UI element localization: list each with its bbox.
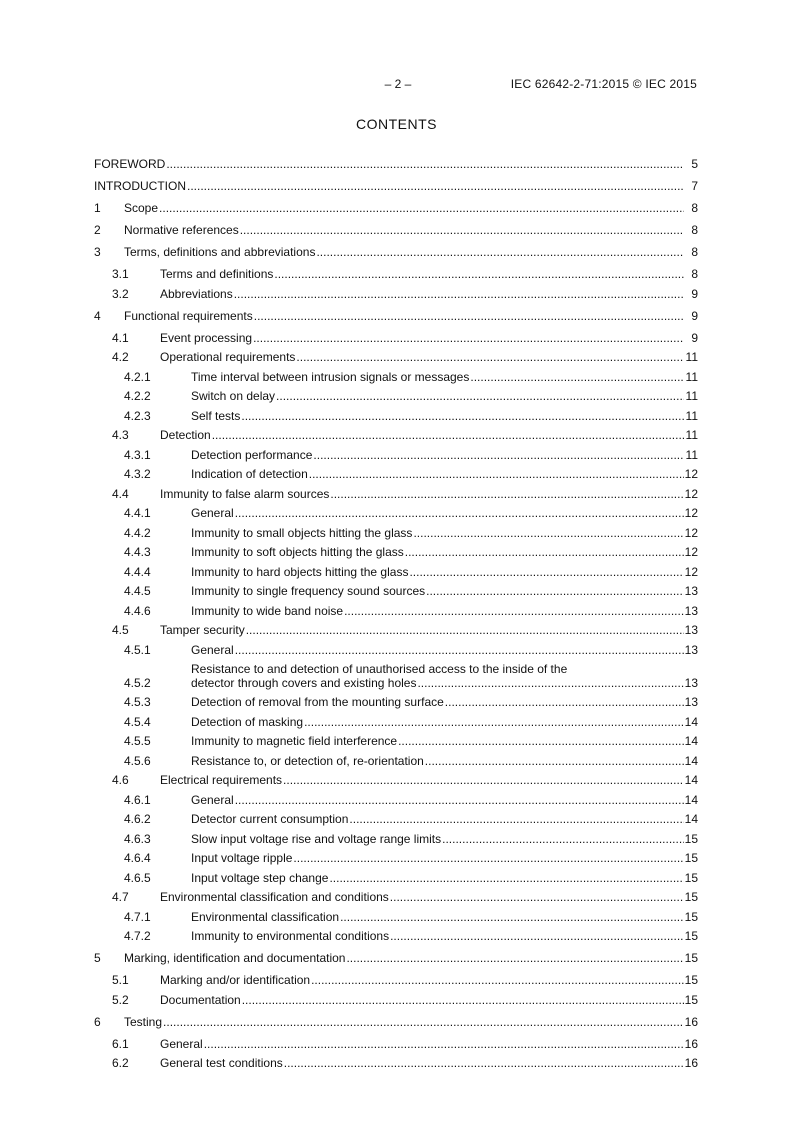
dot-leader (442, 832, 684, 846)
dot-leader (409, 565, 684, 579)
toc-entry-label: Detector current consumption (191, 812, 349, 826)
toc-entry-number: 5 (94, 951, 101, 965)
toc-entry[interactable] (94, 662, 698, 690)
dot-leader (163, 1015, 684, 1029)
toc-entry-label: Electrical requirements (160, 773, 283, 787)
toc-entry[interactable] (94, 832, 698, 846)
toc-entry-number: 4.4.3 (124, 545, 151, 559)
toc-entry-number: 4.4.2 (124, 525, 151, 540)
dot-leader (398, 734, 684, 748)
dot-leader (293, 851, 684, 865)
dot-leader (346, 951, 684, 965)
toc-entry-number: 4.7.2 (124, 929, 151, 943)
toc-entry[interactable] (94, 157, 698, 171)
toc-entry[interactable] (94, 350, 698, 364)
dot-leader (159, 201, 684, 215)
toc-entry[interactable] (94, 267, 698, 281)
toc-entry-number: 4.7 (112, 890, 129, 904)
toc-entry-page: 13 (684, 695, 698, 709)
toc-entry[interactable] (94, 773, 698, 787)
toc-entry-label: Immunity to hard objects hitting the glass (191, 564, 409, 579)
toc-entry-label: Input voltage ripple (191, 851, 293, 865)
toc-entry-page: 9 (691, 286, 698, 301)
toc-entry-number: 4.5 (112, 623, 129, 637)
toc-entry-label-continued: detector through covers and existing holes (191, 676, 417, 690)
toc-entry-label: Scope (124, 201, 159, 215)
toc-entry-page: 11 (685, 428, 698, 442)
standard-reference: IEC 62642-2-71:2015 © IEC 2015 (510, 77, 697, 91)
toc-entry[interactable] (94, 643, 698, 657)
dot-leader (413, 526, 684, 540)
toc-entry-number: 6.1 (112, 1036, 129, 1051)
dot-leader (274, 267, 684, 281)
page-title: CONTENTS (356, 116, 437, 132)
toc-entry-number: 4.2 (112, 350, 129, 364)
toc-entry[interactable] (94, 448, 698, 462)
toc-entry-page: 16 (684, 1014, 698, 1029)
toc-entry[interactable] (94, 973, 698, 987)
toc-entry-page: 8 (691, 201, 698, 215)
toc-entry[interactable] (94, 993, 698, 1007)
toc-entry-page: 11 (685, 447, 698, 462)
dot-leader (240, 223, 684, 237)
toc-entry-label: INTRODUCTION (94, 179, 186, 193)
dot-leader (313, 448, 684, 462)
toc-entry-number: 4.7.1 (124, 909, 151, 924)
toc-entry-number: 4.4.4 (124, 564, 151, 579)
toc-entry-number: 4.5.1 (124, 642, 151, 657)
toc-entry[interactable] (94, 331, 698, 345)
toc-entry-label: General test conditions (160, 1056, 283, 1070)
dot-leader (234, 287, 684, 301)
dot-leader (253, 331, 684, 345)
toc-entry-number: 4.4 (112, 486, 129, 501)
toc-entry-page: 14 (684, 792, 698, 807)
toc-entry-page: 15 (684, 851, 698, 865)
dot-leader (212, 428, 684, 442)
dot-leader (425, 754, 684, 768)
toc-entry-number: 4.4.5 (124, 584, 151, 598)
toc-entry-page: 15 (684, 951, 698, 965)
toc-entry-page: 12 (684, 506, 698, 520)
toc-entry-page: 16 (684, 1036, 698, 1051)
dot-leader (330, 487, 684, 501)
toc-entry-page: 15 (684, 973, 698, 987)
toc-entry-label: Immunity to small objects hitting the glass (191, 525, 413, 540)
dot-leader (309, 467, 684, 481)
toc-entry[interactable] (94, 223, 698, 237)
toc-entry[interactable] (94, 910, 698, 924)
toc-entry-page: 11 (685, 350, 698, 364)
toc-entry-label: Abbreviations (160, 286, 233, 301)
toc-entry-label: Marking, identification and documentation (124, 951, 346, 965)
toc-entry-label: Environmental classification (191, 909, 340, 924)
dot-leader (235, 506, 684, 520)
toc-entry-number: 1 (94, 201, 101, 215)
toc-entry-page: 14 (684, 753, 698, 768)
toc-entry-page: 12 (684, 486, 698, 501)
toc-entry-number: 4.6.2 (124, 812, 151, 826)
toc-entry-page: 8 (691, 223, 698, 237)
toc-entry-label: Immunity to magnetic field interference (191, 734, 398, 748)
toc-entry-label: Operational requirements (160, 350, 296, 364)
toc-entry-number: 4.6.3 (124, 831, 151, 846)
toc-entry-label: Resistance to and detection of unauthorised access to the inside of the (191, 662, 568, 676)
toc-entry-page: 7 (691, 179, 698, 193)
dot-leader (390, 929, 684, 943)
toc-entry[interactable] (94, 526, 698, 540)
toc-entry[interactable] (94, 428, 698, 442)
toc-entry[interactable] (94, 389, 698, 403)
toc-entry-label: Event processing (160, 330, 253, 345)
dot-leader (187, 179, 684, 193)
toc-entry-label: Input voltage step change (191, 870, 329, 885)
toc-entry-label: Slow input voltage rise and voltage range limits (191, 831, 442, 846)
toc-entry-page: 5 (691, 157, 698, 171)
toc-entry-label: Testing (124, 1014, 163, 1029)
dot-leader (470, 370, 684, 384)
dot-leader (283, 773, 684, 787)
dot-leader (241, 409, 684, 423)
toc-entry-page: 15 (684, 831, 698, 846)
toc-entry-page: 8 (691, 245, 698, 259)
toc-entry-number: 4.3.2 (124, 467, 151, 481)
toc-entry[interactable] (94, 812, 698, 826)
toc-entry-number: 4.3 (112, 428, 129, 442)
toc-entry-number: 4.1 (112, 330, 129, 345)
toc-entry-number: 4.3.1 (124, 447, 151, 462)
toc-entry-page: 15 (684, 890, 698, 904)
toc-entry-number: 4.6 (112, 773, 129, 787)
toc-entry-number: 4.5.3 (124, 695, 151, 709)
table-of-contents (94, 157, 698, 1070)
toc-entry-page: 13 (684, 642, 698, 657)
toc-entry[interactable] (94, 201, 698, 215)
dot-leader (254, 309, 684, 323)
toc-entry-label: Immunity to environmental conditions (191, 929, 390, 943)
toc-entry-label: Indication of detection (191, 467, 308, 481)
dot-leader (296, 350, 684, 364)
toc-entry[interactable] (94, 695, 698, 709)
toc-entry[interactable] (94, 715, 698, 729)
toc-entry-label: Marking and/or identification (160, 973, 311, 987)
dot-leader (426, 584, 684, 598)
toc-entry-label: Immunity to wide band noise (191, 603, 344, 618)
toc-entry-number: 6 (94, 1014, 101, 1029)
toc-entry-number: 4.6.5 (124, 870, 151, 885)
toc-entry-number: 4.4.6 (124, 603, 151, 618)
toc-entry[interactable] (94, 309, 698, 323)
toc-entry-label: Detection performance (191, 447, 313, 462)
dot-leader (390, 890, 684, 904)
toc-entry-page: 8 (691, 267, 698, 281)
toc-entry[interactable] (94, 545, 698, 559)
toc-entry-page: 13 (684, 623, 698, 637)
toc-entry-page: 13 (684, 584, 698, 598)
toc-entry-label: General (191, 792, 234, 807)
toc-entry-label: General (191, 506, 234, 520)
toc-entry-label: Functional requirements (124, 308, 253, 323)
toc-entry-page: 12 (684, 525, 698, 540)
dot-leader (204, 1037, 684, 1051)
toc-entry[interactable] (94, 1037, 698, 1051)
dot-leader (349, 812, 684, 826)
toc-entry-number: 3.1 (112, 267, 129, 281)
toc-entry-page: 11 (685, 389, 698, 403)
toc-entry-number: 2 (94, 223, 101, 237)
toc-entry-page: 14 (684, 714, 698, 729)
toc-entry-page: 13 (684, 676, 698, 690)
toc-entry-page: 15 (684, 909, 698, 924)
toc-entry[interactable] (94, 929, 698, 943)
dot-leader (340, 910, 684, 924)
toc-entry[interactable] (94, 506, 698, 520)
toc-entry[interactable] (94, 565, 698, 579)
toc-entry[interactable] (94, 487, 698, 501)
dot-leader (235, 793, 684, 807)
toc-entry-number: 4.2.3 (124, 408, 151, 423)
toc-entry-label: FOREWORD (94, 157, 166, 171)
toc-entry-number: 4.5.2 (124, 676, 151, 690)
toc-entry-page: 12 (684, 564, 698, 579)
toc-entry-number: 4.2.1 (124, 369, 151, 384)
toc-entry[interactable] (94, 851, 698, 865)
dot-leader (304, 715, 684, 729)
toc-entry[interactable] (94, 793, 698, 807)
toc-entry-page: 11 (685, 408, 698, 423)
toc-entry-page: 11 (685, 369, 698, 384)
toc-entry-number: 3.2 (112, 286, 129, 301)
dot-leader (276, 389, 684, 403)
toc-entry-label: Immunity to soft objects hitting the glass (191, 545, 404, 559)
toc-entry-page: 15 (684, 870, 698, 885)
toc-entry-label: Detection of masking (191, 714, 304, 729)
toc-entry-label: Immunity to single frequency sound sources (191, 584, 426, 598)
toc-entry[interactable] (94, 584, 698, 598)
toc-entry-number: 5.1 (112, 973, 129, 987)
toc-entry-number: 4.6.4 (124, 851, 151, 865)
dot-leader (166, 157, 684, 171)
toc-entry-number: 4.5.4 (124, 714, 151, 729)
toc-entry-label: Normative references (124, 223, 239, 237)
toc-entry-label: Detection (160, 428, 211, 442)
toc-entry[interactable] (94, 604, 698, 618)
toc-entry-number: 4.5.5 (124, 734, 151, 748)
toc-entry[interactable] (94, 409, 698, 423)
dot-leader (284, 1056, 684, 1070)
toc-entry[interactable] (94, 1015, 698, 1029)
toc-entry[interactable] (94, 370, 698, 384)
toc-entry-page: 16 (684, 1056, 698, 1070)
toc-entry[interactable] (94, 871, 698, 885)
toc-entry[interactable] (94, 1056, 698, 1070)
toc-entry-page: 12 (684, 467, 698, 481)
toc-entry-page: 15 (684, 929, 698, 943)
toc-entry-label: Terms, definitions and abbreviations (124, 245, 316, 259)
toc-entry-number: 4.2.2 (124, 389, 151, 403)
toc-entry[interactable] (94, 467, 698, 481)
page-number: – 2 – (384, 77, 412, 91)
toc-entry-number: 3 (94, 245, 101, 259)
toc-entry-label: Self tests (191, 408, 241, 423)
toc-entry-page: 12 (684, 545, 698, 559)
toc-entry-number: 4.5.6 (124, 753, 151, 768)
toc-entry-page: 13 (684, 603, 698, 618)
toc-entry-page: 14 (684, 773, 698, 787)
toc-entry[interactable] (94, 179, 698, 193)
toc-entry-label: Switch on delay (191, 389, 276, 403)
dot-leader (311, 973, 684, 987)
toc-entry-label: Documentation (160, 992, 241, 1007)
dot-leader (445, 695, 684, 709)
toc-entry-label: General (191, 642, 234, 657)
toc-entry[interactable] (94, 754, 698, 768)
toc-entry-label: Detection of removal from the mounting surface (191, 695, 444, 709)
toc-entry-label: Time interval between intrusion signals or messages (191, 369, 470, 384)
toc-entry-number: 6.2 (112, 1056, 129, 1070)
dot-leader (405, 545, 684, 559)
toc-entry-label: Environmental classification and conditions (160, 890, 389, 904)
toc-entry-page: 14 (684, 812, 698, 826)
dot-leader (242, 993, 684, 1007)
toc-entry-label: Immunity to false alarm sources (160, 486, 330, 501)
dot-leader (344, 604, 684, 618)
toc-entry-page: 14 (684, 734, 698, 748)
toc-entry-label: Resistance to, or detection of, re-orientation (191, 753, 424, 768)
dot-leader (329, 871, 684, 885)
toc-entry-page: 9 (691, 308, 698, 323)
toc-entry-page: 15 (684, 992, 698, 1007)
dot-leader (246, 623, 684, 637)
toc-entry-number: 5.2 (112, 992, 129, 1007)
toc-entry-number: 4.6.1 (124, 792, 151, 807)
toc-entry[interactable] (94, 890, 698, 904)
toc-entry[interactable] (94, 287, 698, 301)
dot-leader (235, 643, 684, 657)
dot-leader (316, 245, 684, 259)
toc-entry[interactable] (94, 245, 698, 259)
toc-entry-label: General (160, 1036, 203, 1051)
toc-entry[interactable] (94, 951, 698, 965)
toc-entry-page: 9 (691, 330, 698, 345)
dot-leader (417, 676, 684, 690)
toc-entry[interactable] (94, 623, 698, 637)
toc-entry[interactable] (94, 734, 698, 748)
toc-entry-label: Terms and definitions (160, 267, 274, 281)
toc-entry-number: 4.4.1 (124, 506, 151, 520)
toc-entry-label: Tamper security (160, 623, 245, 637)
toc-entry-number: 4 (94, 308, 101, 323)
